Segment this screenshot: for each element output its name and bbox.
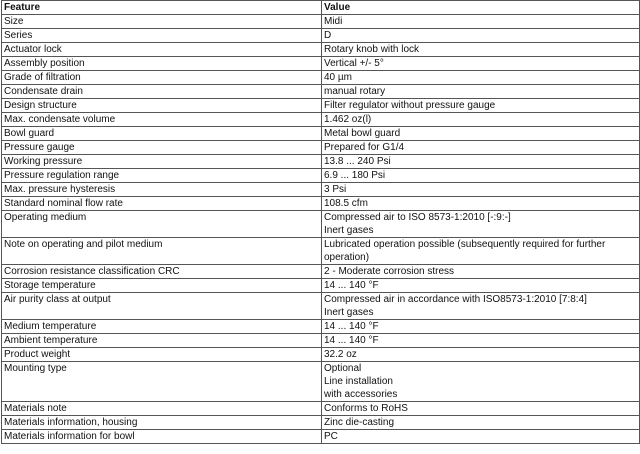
feature-cell: Grade of filtration xyxy=(2,71,322,85)
feature-cell: Note on operating and pilot medium xyxy=(2,238,322,265)
value-cell xyxy=(322,127,640,141)
table-row xyxy=(2,211,640,238)
feature-cell: Design structure xyxy=(2,99,322,113)
value-cell xyxy=(322,183,640,197)
feature-cell: Materials note xyxy=(2,402,322,416)
table-row xyxy=(2,238,640,265)
feature-cell: Operating medium xyxy=(2,211,322,238)
header-feature: Feature xyxy=(2,1,322,15)
value-line: Rotary knob with lock xyxy=(324,44,420,55)
value-cell xyxy=(322,43,640,57)
value-cell xyxy=(322,265,640,279)
value-cell xyxy=(322,416,640,430)
value-cell xyxy=(322,293,640,320)
value-line: 32.2 oz xyxy=(324,349,357,360)
value-cell xyxy=(322,141,640,155)
table-row xyxy=(2,183,640,197)
value-line: 14 ... 140 °F xyxy=(324,280,379,291)
feature-cell: Product weight xyxy=(2,348,322,362)
value-line: Conforms to RoHS xyxy=(324,403,408,414)
table-row xyxy=(2,99,640,113)
feature-cell: Actuator lock xyxy=(2,43,322,57)
value-line: 14 ... 140 °F xyxy=(324,321,379,332)
value-line: Filter regulator without pressure gauge xyxy=(324,100,496,111)
table-row xyxy=(2,402,640,416)
value-cell xyxy=(322,402,640,416)
value-line: Line installation xyxy=(324,376,393,387)
value-line: 40 µm xyxy=(324,72,352,83)
table-row xyxy=(2,320,640,334)
header-value: Value xyxy=(322,1,640,15)
feature-cell: Assembly position xyxy=(2,57,322,71)
table-row xyxy=(2,265,640,279)
value-line: 1.462 oz(l) xyxy=(324,114,372,125)
value-line: manual rotary xyxy=(324,86,386,97)
table-row xyxy=(2,71,640,85)
feature-cell: Size xyxy=(2,15,322,29)
table-row xyxy=(2,362,640,402)
table-row xyxy=(2,141,640,155)
feature-cell: Medium temperature xyxy=(2,320,322,334)
header-row xyxy=(2,1,640,15)
value-line: PC xyxy=(324,431,338,442)
value-line: with accessories xyxy=(324,389,398,400)
value-line: Inert gases xyxy=(324,307,374,318)
feature-cell: Storage temperature xyxy=(2,279,322,293)
value-line: Metal bowl guard xyxy=(324,128,401,139)
value-cell xyxy=(322,279,640,293)
table-row xyxy=(2,127,640,141)
value-line: Optional xyxy=(324,363,362,374)
table-row xyxy=(2,334,640,348)
value-line: Prepared for G1/4 xyxy=(324,142,405,153)
feature-cell: Pressure gauge xyxy=(2,141,322,155)
value-line: 13.8 ... 240 Psi xyxy=(324,156,391,167)
table-row xyxy=(2,85,640,99)
value-line: 3 Psi xyxy=(324,184,347,195)
value-cell xyxy=(322,211,640,238)
table-row xyxy=(2,155,640,169)
value-line: Lubricated operation possible (subsequently required for further xyxy=(324,239,606,250)
feature-cell: Series xyxy=(2,29,322,43)
table-row xyxy=(2,169,640,183)
value-cell xyxy=(322,155,640,169)
feature-cell: Corrosion resistance classification CRC xyxy=(2,265,322,279)
value-cell xyxy=(322,99,640,113)
value-line: Compressed air to ISO 8573-1:2010 [-:9:-] xyxy=(324,212,511,223)
value-line: Zinc die-casting xyxy=(324,417,395,428)
feature-cell: Max. pressure hysteresis xyxy=(2,183,322,197)
value-line: Midi xyxy=(324,16,343,27)
spec-table xyxy=(1,0,640,444)
feature-cell: Air purity class at output xyxy=(2,293,322,320)
feature-cell: Max. condensate volume xyxy=(2,113,322,127)
feature-cell: Materials information for bowl xyxy=(2,430,322,444)
value-cell xyxy=(322,57,640,71)
value-cell xyxy=(322,362,640,402)
table-row xyxy=(2,113,640,127)
table-row xyxy=(2,15,640,29)
value-line: D xyxy=(324,30,332,41)
feature-cell: Bowl guard xyxy=(2,127,322,141)
value-line: Inert gases xyxy=(324,225,374,236)
value-cell xyxy=(322,15,640,29)
table-row xyxy=(2,57,640,71)
value-cell xyxy=(322,320,640,334)
value-cell xyxy=(322,169,640,183)
value-line: 6.9 ... 180 Psi xyxy=(324,170,386,181)
feature-cell: Pressure regulation range xyxy=(2,169,322,183)
value-cell xyxy=(322,348,640,362)
value-line: Vertical +/- 5° xyxy=(324,58,384,69)
feature-cell: Condensate drain xyxy=(2,85,322,99)
feature-cell: Working pressure xyxy=(2,155,322,169)
value-cell xyxy=(322,334,640,348)
table-body xyxy=(2,15,640,444)
value-cell xyxy=(322,71,640,85)
feature-cell: Standard nominal flow rate xyxy=(2,197,322,211)
feature-cell: Mounting type xyxy=(2,362,322,402)
table-row xyxy=(2,197,640,211)
table-row xyxy=(2,279,640,293)
table-row xyxy=(2,430,640,444)
table-row xyxy=(2,416,640,430)
value-line: Compressed air in accordance with ISO8573-1:2010 [7:8:4] xyxy=(324,294,587,305)
value-line: 108.5 cfm xyxy=(324,198,368,209)
table-row xyxy=(2,43,640,57)
value-line: 2 - Moderate corrosion stress xyxy=(324,266,455,277)
value-cell xyxy=(322,238,640,265)
value-line: 14 ... 140 °F xyxy=(324,335,379,346)
value-cell xyxy=(322,430,640,444)
table-row xyxy=(2,29,640,43)
value-cell xyxy=(322,85,640,99)
value-cell xyxy=(322,113,640,127)
value-cell xyxy=(322,197,640,211)
table-row xyxy=(2,293,640,320)
table-row xyxy=(2,348,640,362)
feature-cell: Ambient temperature xyxy=(2,334,322,348)
feature-cell: Materials information, housing xyxy=(2,416,322,430)
value-line: operation) xyxy=(324,252,370,263)
value-cell xyxy=(322,29,640,43)
